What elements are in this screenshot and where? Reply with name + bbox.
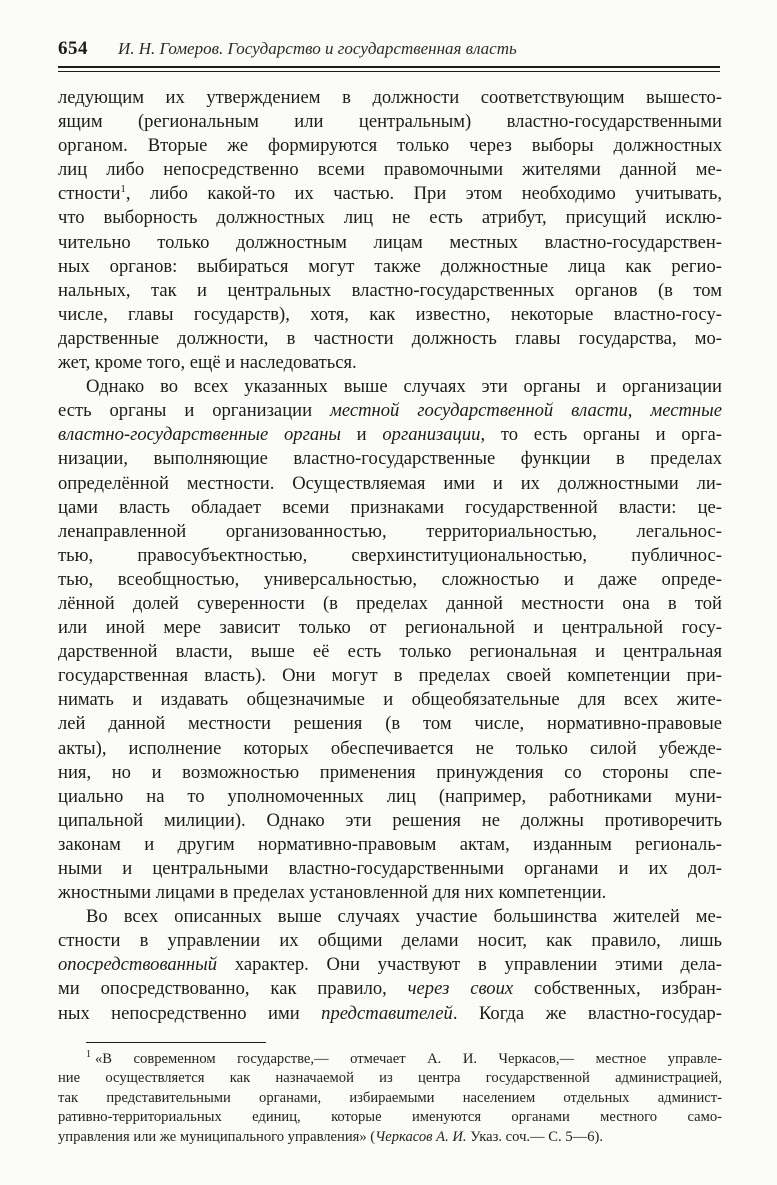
text-line: ледующим их утверждением в должности соответствующим вышесто- [58,87,722,108]
text-line: тью, всеобщностью, универсальностью, сложностью и даже опреде- [58,568,722,590]
paragraph [58,86,722,375]
text-line: жностными лицами в пределах установленной для них компетенции. [58,882,607,904]
footnote-line: ративно-территориальных единиц, которые именуются органами местного само- [58,1109,722,1126]
footnote [58,1050,722,1147]
text-line: лиц либо непосредственно всеми правомочными жителями данной ме- [58,159,722,181]
text-line [58,182,722,206]
footnote-line: ние осуществляется как назначаемой из центра государственной администрацией, [58,1070,722,1087]
text-line: тью, правосубъектностью, сверхинституциональностью, публичнос- [58,544,722,566]
footnote-text: «В современном государстве,— отмечает А. И. Черкасов,— местное управле- [95,1051,722,1067]
text-line: цами власть обладает всеми признаками государственной власти: це- [58,496,722,518]
text-line: дарственной власти, выше её есть только региональная и центральная [58,641,722,663]
text-line: лей данной местности решения (в том числе, нормативно-правовые [58,713,722,735]
text-line: ципальной милиции). Однако эти решения не должны противоречить [58,809,722,831]
text-line: ными и центральными властно-государственными органами и их дол- [58,858,722,879]
text-line: циально на то уполномоченных лиц (например, работниками муни- [58,785,722,807]
text-line: ных непосредственно ими представителей. Когда же властно-государ- [58,1002,722,1024]
italic-phrase: представителей [321,1002,453,1024]
text-line: лённой долей суверенности (в пределах данной местности она в той [58,592,722,614]
text-line: чительно только должностным лицам местных властно-государствен- [58,231,722,253]
body-text [58,86,722,1026]
footnote-mark: 1 [86,1049,91,1061]
text-line: акты), исполнение которых обеспечивается не только силой убежде- [58,737,722,759]
footnote-line: управления или же муниципального управления» (Черкасов А. И. Указ. соч.— С. 5—6). [58,1128,604,1145]
italic-phrase: местной государственной власти [329,400,628,422]
page-number: 654 [58,38,88,59]
text-line: законам и другим нормативно-правовым актам, изданным региональ- [58,833,722,855]
running-title: И. Н. Гомеров. Государство и государственная власть [118,39,517,58]
italic-phrase: организации [382,424,481,446]
italic-phrase: Черкасов А. И. [375,1128,467,1145]
footnote-rule [86,1042,266,1043]
text-line: ния, но и возможностью применения принуждения со стороны спе- [58,761,722,783]
text-line: что выборность должностных лиц не есть атрибут, присущий исклю- [58,207,722,229]
text-line: жет, кроме того, ещё и наследоваться. [58,352,357,374]
text-fragment: стности$^1$, либо какой-то их частью. При этом необходимо учитывать, [58,183,722,205]
text-line: властно-государственные органы и организации, то есть органы и орга- [58,424,722,446]
text-line: Во всех описанных выше случаях участие большинства жителей ме- [86,906,722,928]
footnote-line [58,1050,722,1069]
page-header [58,38,720,72]
text-line: органом. Вторые же формируются только через выборы должностных [58,135,722,157]
footnote-reference[interactable]: 1 [120,183,126,196]
italic-phrase: местные [650,400,722,422]
text-line: опосредствованный характер. Они участвуют в управлении этими дела- [58,954,722,976]
italic-phrase: властно-государственные органы [58,424,341,446]
header-rule-thick [58,66,720,68]
text-line: ми опосредствованно, как правило, через своих собственных, избран- [58,978,722,1000]
italic-phrase: через своих [407,978,514,1000]
text-line: нимать и издавать общезначимые и общеобязательные для всех жите- [58,689,722,711]
text-line: государственная власть). Они могут в пределах своей компетенции при- [58,665,722,687]
text-line: определённой местности. Осуществляемая ими и их должностными ли- [58,472,722,494]
footnote-line: так представительными органами, избираемыми населением отдельных админист- [58,1089,722,1106]
paragraph [58,375,722,905]
text-line: есть органы и организации местной государственной власти, местные [58,400,722,422]
text-line: стности в управлении их общими делами носит, как правило, лишь [58,930,722,952]
header-rule-thin [58,71,720,72]
paragraph [58,905,722,1025]
text-line: нальных, так и центральных властно-государственных органов (в том [58,279,722,301]
text-line: дарственные должности, в частности должность главы государства, мо- [58,327,722,349]
text-line: ных органов: выбираться могут также должностные лица как регио- [58,255,722,277]
text-line: ленаправленной организованностью, территориальностью, легальнос- [58,520,722,542]
text-line: Однако во всех указанных выше случаях эти органы и организации [86,376,722,398]
text-line: низации, выполняющие властно-государственные функции в пределах [58,448,722,470]
italic-phrase: опосредствованный [58,954,218,976]
text-line: ящим (региональным или центральным) властно-государственными [58,111,722,133]
text-line: или иной мере зависит только от региональной и центральной госу- [58,617,722,639]
text-line: числе, главы государств), хотя, как известно, некоторые властно-госу- [58,303,722,325]
